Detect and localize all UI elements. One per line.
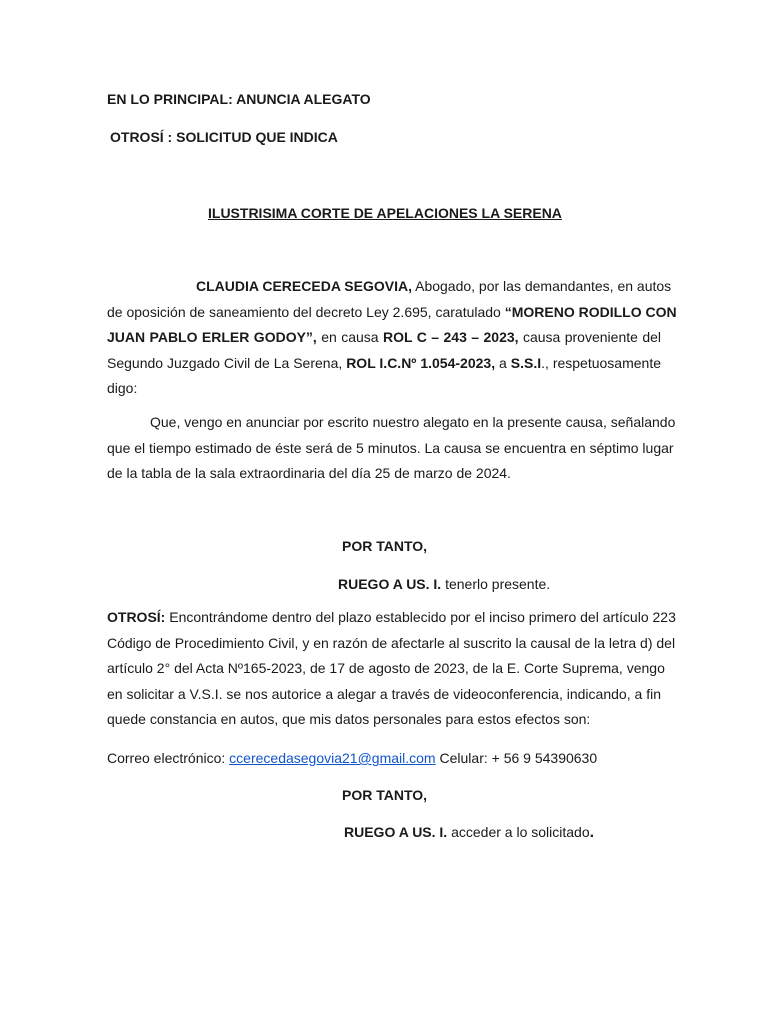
closing-period: . bbox=[589, 824, 595, 841]
body-line: que el tiempo estimado de éste será de 5 minutos. La causa se encuentra en séptimo lugar bbox=[107, 439, 674, 456]
ruego-label: RUEGO A US. I. bbox=[338, 576, 442, 592]
otrosi-text: Encontrándome dentro del plazo establecido por el inciso primero del artículo 223 bbox=[165, 609, 676, 625]
otrosi-text: Código de Procedimiento Civil, y en razón de afectarle al suscrito la causal de la letra d) del bbox=[107, 634, 676, 651]
intro-text: Abogado, por las demandantes, en autos bbox=[411, 278, 672, 294]
email-link[interactable]: ccerecedasegovia21@gmail.com bbox=[229, 750, 436, 766]
court-title: ILUSTRISIMA CORTE DE APELACIONES LA SERENA bbox=[208, 205, 562, 221]
ruego-2 bbox=[344, 824, 594, 842]
por-tanto-2: POR TANTO, bbox=[342, 787, 428, 803]
phone-text: Celular: + 56 9 54390630 bbox=[435, 750, 598, 766]
ruego-text: tenerlo presente. bbox=[441, 576, 551, 592]
case-title: “MORENO RODILLO CON bbox=[504, 303, 677, 320]
intro-paragraph bbox=[107, 274, 677, 402]
otrosi-text: en solicitar a V.S.I. se nos autorice a alegar a través de videoconferencia, indicando, a fin bbox=[107, 685, 661, 702]
otrosi-label: OTROSÍ: bbox=[107, 609, 166, 625]
heading-otrosi: OTROSÍ : SOLICITUD QUE INDICA bbox=[110, 129, 338, 145]
intro-text: a bbox=[495, 354, 511, 371]
por-tanto-1: POR TANTO, bbox=[342, 538, 428, 554]
intro-text: causa proveniente del bbox=[518, 329, 662, 345]
intro-text: Segundo Juzgado Civil de La Serena, bbox=[107, 354, 347, 371]
body-paragraph bbox=[107, 410, 676, 487]
case-title: JUAN PABLO ERLER GODOY”, bbox=[107, 329, 317, 345]
intro-text: de oposición de saneamiento del decreto Ley 2.695, caratulado bbox=[107, 303, 505, 320]
case-rol: ROL C – 243 – 2023, bbox=[383, 329, 519, 345]
intro-text: ., respetuosamente bbox=[541, 354, 661, 371]
ruego-label: RUEGO A US. I. bbox=[344, 824, 448, 840]
ruego-text: acceder a lo solicitado bbox=[447, 824, 590, 840]
ruego-1 bbox=[338, 576, 550, 592]
email-label: Correo electrónico: bbox=[107, 750, 230, 766]
body-line: Que, vengo en anunciar por escrito nuestro alegato en la presente causa, señalando bbox=[150, 414, 676, 430]
ssi-abbrev: S.S.I bbox=[510, 354, 542, 371]
intro-text: digo: bbox=[107, 380, 138, 396]
lawyer-name: CLAUDIA CERECEDA SEGOVIA, bbox=[196, 278, 412, 294]
contact-line bbox=[107, 750, 597, 766]
otrosi-text: quede constancia en autos, que mis datos personales para estos efectos son: bbox=[107, 711, 591, 727]
otrosi-text: artículo 2° del Acta Nº165-2023, de 17 de agosto de 2023, de la E. Corte Suprema, vengo bbox=[107, 660, 665, 676]
otrosi-paragraph bbox=[107, 605, 676, 733]
body-line: de la tabla de la sala extraordinaria del día 25 de marzo de 2024. bbox=[107, 465, 511, 481]
intro-text: en causa bbox=[316, 329, 384, 345]
heading-principal: EN LO PRINCIPAL: ANUNCIA ALEGATO bbox=[107, 91, 371, 107]
case-rol-ic: ROL I.C.Nº 1.054-2023, bbox=[346, 354, 496, 371]
